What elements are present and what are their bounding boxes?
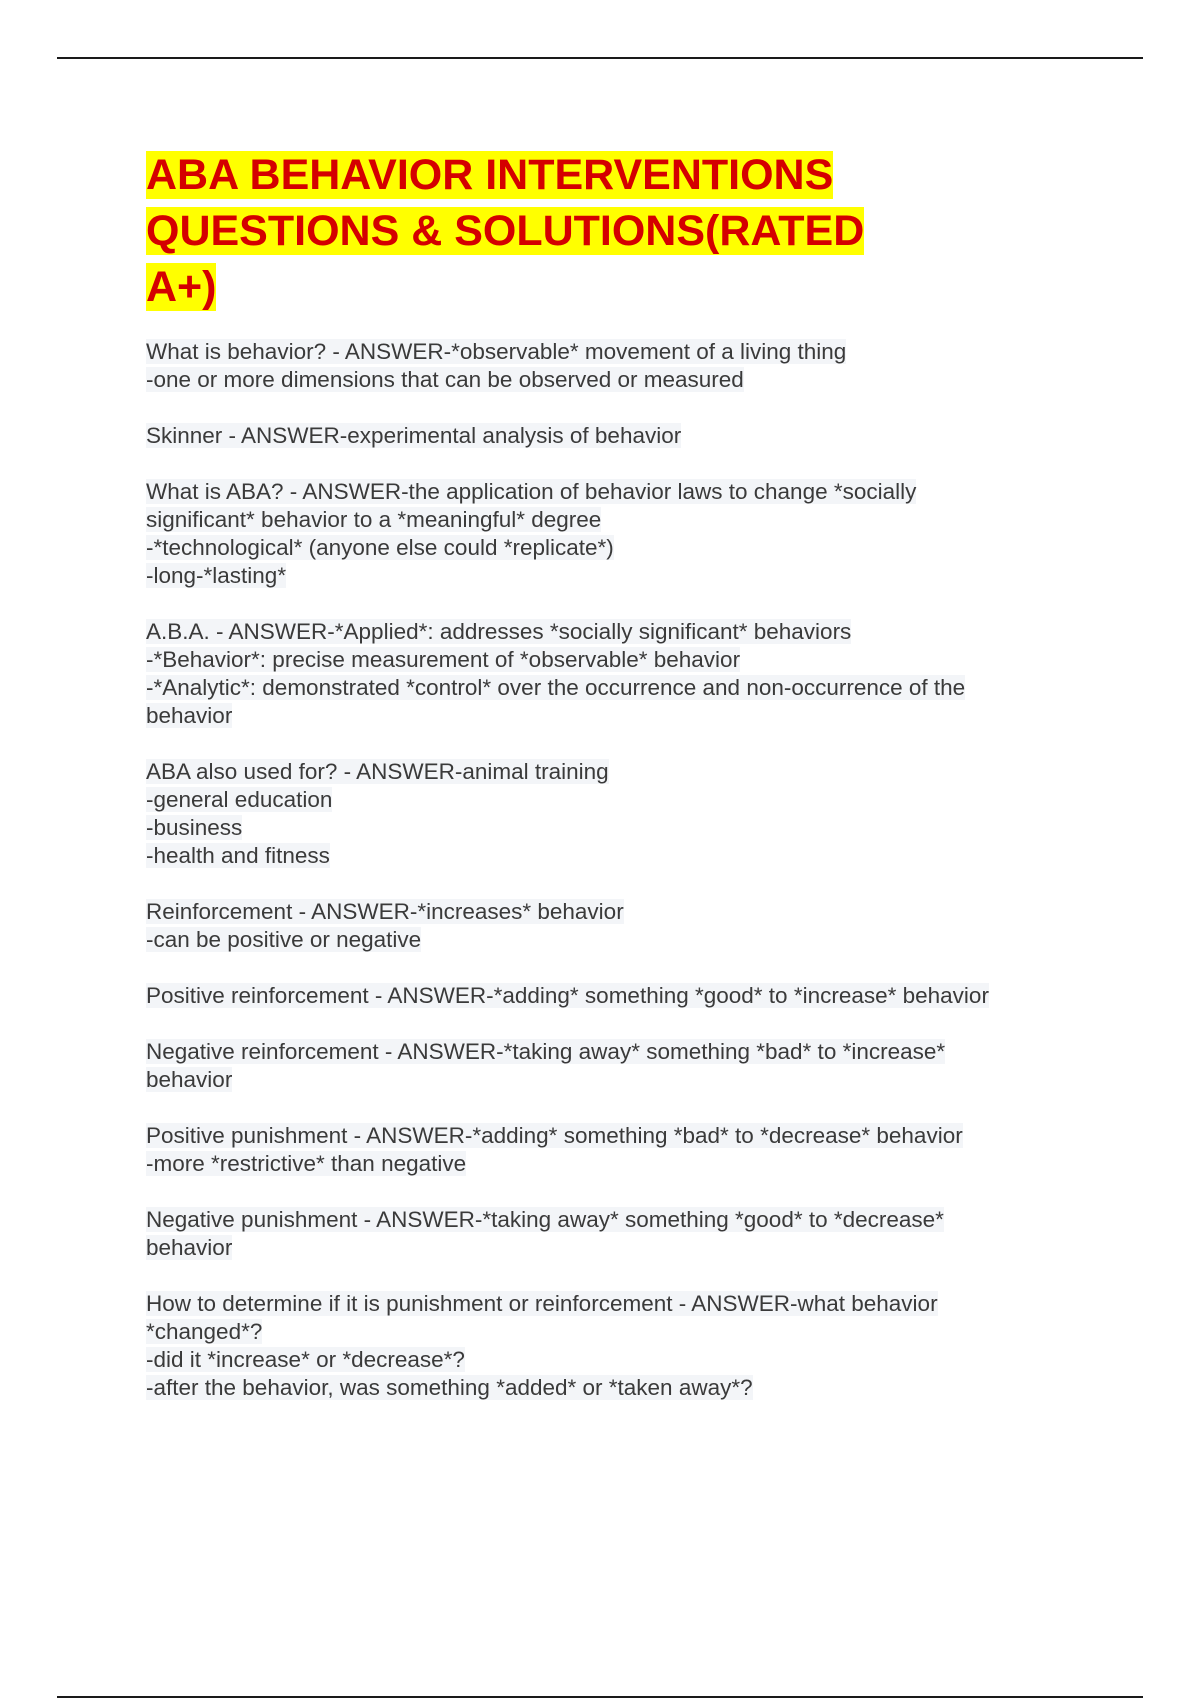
qa-item [146, 1290, 1076, 1402]
qa-line-text: Positive reinforcement - ANSWER-*adding* something *good* to *increase* behavior [146, 983, 989, 1008]
qa-line [146, 702, 1076, 730]
qa-line-text: significant* behavior to a *meaningful* degree [146, 507, 602, 532]
qa-line [146, 982, 1076, 1010]
qa-line-text: Reinforcement - ANSWER-*increases* behavior [146, 899, 624, 924]
qa-line [146, 814, 1076, 842]
qa-line [146, 786, 1076, 814]
qa-line-text: -*Behavior*: precise measurement of *observable* behavior [146, 647, 741, 672]
qa-line [146, 506, 1076, 534]
qa-line-text: -business [146, 815, 243, 840]
qa-line [146, 1122, 1076, 1150]
qa-line [146, 1038, 1076, 1066]
qa-line-text: What is ABA? - ANSWER-the application of behavior laws to change *socially [146, 479, 917, 504]
qa-item [146, 1122, 1076, 1178]
qa-line-text: -*technological* (anyone else could *replicate*) [146, 535, 614, 560]
title-line: QUESTIONS & SOLUTIONS(RATED [146, 207, 865, 255]
bottom-rule [57, 1696, 1143, 1698]
qa-line-text: -can be positive or negative [146, 927, 422, 952]
qa-line [146, 1346, 1076, 1374]
qa-line [146, 758, 1076, 786]
qa-line [146, 422, 1076, 450]
qa-line-text: -general education [146, 787, 333, 812]
qa-item [146, 338, 1076, 394]
qa-line-text: -more *restrictive* than negative [146, 1151, 467, 1176]
qa-line [146, 1374, 1076, 1402]
qa-line [146, 1234, 1076, 1262]
qa-line-text: -one or more dimensions that can be observed or measured [146, 367, 744, 392]
qa-line [146, 926, 1076, 954]
qa-line-text: -did it *increase* or *decrease*? [146, 1347, 465, 1372]
qa-line [146, 842, 1076, 870]
qa-item [146, 422, 1076, 450]
page-title [146, 147, 1076, 315]
top-rule [57, 57, 1143, 59]
qa-item [146, 618, 1076, 730]
qa-line [146, 618, 1076, 646]
qa-line-text: -long-*lasting* [146, 563, 287, 588]
qa-line [146, 1318, 1076, 1346]
qa-line [146, 1066, 1076, 1094]
qa-line-text: Negative reinforcement - ANSWER-*taking away* something *bad* to *increase* [146, 1039, 946, 1064]
qa-line [146, 674, 1076, 702]
qa-line [146, 562, 1076, 590]
qa-line [146, 534, 1076, 562]
qa-line [146, 646, 1076, 674]
qa-line-text: Skinner - ANSWER-experimental analysis of behavior [146, 423, 682, 448]
qa-item [146, 1038, 1076, 1094]
qa-item [146, 1206, 1076, 1262]
qa-line-text: A.B.A. - ANSWER-*Applied*: addresses *socially significant* behaviors [146, 619, 852, 644]
qa-line [146, 1150, 1076, 1178]
qa-item [146, 758, 1076, 870]
qa-line [146, 338, 1076, 366]
qa-line-text: *changed*? [146, 1319, 263, 1344]
qa-line-text: Negative punishment - ANSWER-*taking away* something *good* to *decrease* [146, 1207, 944, 1232]
qa-line [146, 1206, 1076, 1234]
qa-line [146, 1290, 1076, 1318]
document-body [146, 147, 1076, 1430]
qa-item [146, 478, 1076, 590]
qa-line-text: -after the behavior, was something *added* or *taken away*? [146, 1375, 753, 1400]
qa-line [146, 366, 1076, 394]
qa-line-text: behavior [146, 703, 233, 728]
qa-line [146, 898, 1076, 926]
qa-line-text: behavior [146, 1235, 233, 1260]
qa-line-text: Positive punishment - ANSWER-*adding* something *bad* to *decrease* behavior [146, 1123, 963, 1148]
qa-item [146, 982, 1076, 1010]
qa-item [146, 898, 1076, 954]
qa-line-text: What is behavior? - ANSWER-*observable* movement of a living thing [146, 339, 847, 364]
title-line: ABA BEHAVIOR INTERVENTIONS [146, 151, 834, 199]
qa-line-text: -*Analytic*: demonstrated *control* over the occurrence and non-occurrence of the [146, 675, 966, 700]
qa-line-text: ABA also used for? - ANSWER-animal training [146, 759, 609, 784]
qa-line-text: How to determine if it is punishment or reinforcement - ANSWER-what behavior [146, 1291, 938, 1316]
qa-line [146, 478, 1076, 506]
title-line: A+) [146, 263, 217, 311]
qa-list [146, 338, 1076, 1402]
qa-line-text: behavior [146, 1067, 233, 1092]
qa-line-text: -health and fitness [146, 843, 330, 868]
